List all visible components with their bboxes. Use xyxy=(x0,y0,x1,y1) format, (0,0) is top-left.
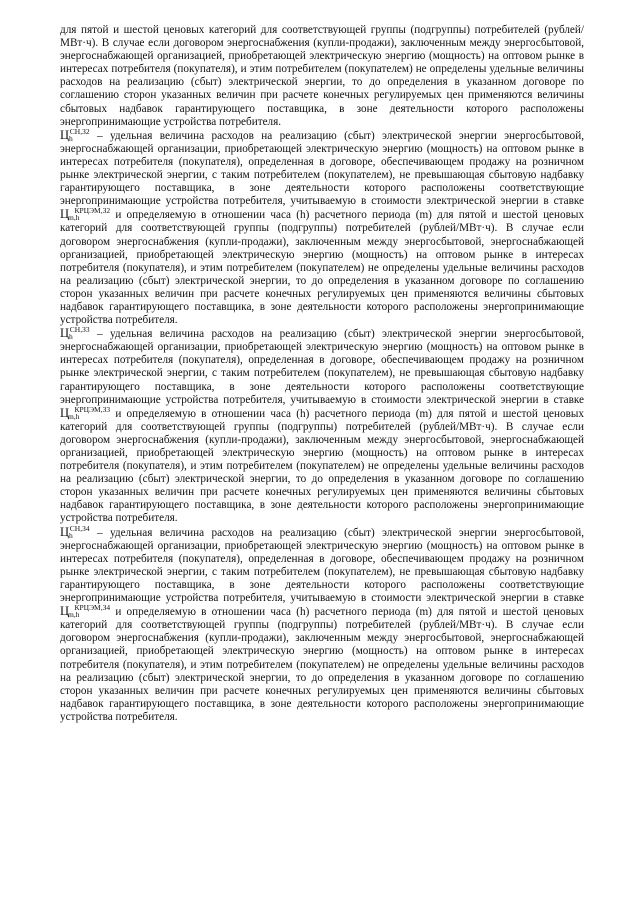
definition-text: – удельная величина расходов на реализацию (сбыт) электрической энергии энергосбытовой, энергоснабжающей организации, приобретающей электрическую энергию (мощность) на оптовом рынке в интересах потребителя (покупателя), определенная в договоре, обеспечивающем продажу на розничном рынке электрической энергии, с таким потребителем (покупателем), не превышающая сбытовую надбавку гарантирующего поставщика, в зоне деятельности которого расположены соответствующие энергопринимающие устройства потребителя, учитываемую в стоимости электрической энергии в ставке xyxy=(60,129,584,208)
document-page xyxy=(60,24,584,724)
rate-symbol-subscript: m,h xyxy=(68,411,80,421)
rate-symbol-superscript: КРЦЭМ,З2 xyxy=(74,206,111,216)
symbol: Ц xyxy=(60,127,70,142)
symbol-subscript: h xyxy=(69,133,73,143)
symbol-subscript: h xyxy=(69,530,73,540)
symbol-superscript: СН,З3 xyxy=(69,325,90,335)
intro-paragraph: для пятой и шестой ценовых категорий для соответствующей группы (подгруппы) потребителей (рублей/МВт·ч). В случае если договором энергоснабжения (купли-продажи), заключенным между энергосбытовой, энергоснабжающей организацией, приобретающей электрическую энергию (мощность) на оптовом рынке в интересах потребителя (покупателя), и этим потребителем (покупателем) не определены удельные величины расходов на реализацию (сбыт) электрической энергии, то до определения в указанном договоре по соглашению сторон указанных величин при расчете конечных регулируемых цен применяются величины сбытовых надбавок гарантирующего поставщика, в зоне деятельности которого расположены энергопринимающие устройства потребителя. xyxy=(60,24,584,128)
symbol-superscript: СН,З4 xyxy=(69,523,90,533)
symbol-superscript: СН,З2 xyxy=(69,126,90,136)
definition-paragraph-z3 xyxy=(60,327,584,525)
definition-paragraph-z2 xyxy=(60,126,584,327)
symbol: Ц xyxy=(60,326,70,341)
rate-symbol-subscript: m,h xyxy=(68,610,80,620)
definition-text-continued: и определяемую в отношении часа (h) расчетного периода (m) для пятой и шестой ценовых категорий для соответствующей группы (подгруппы) потребителей (рублей/МВт·ч). В случае если договором энергоснабжения (купли-продажи), заключенным между энергосбытовой, энергоснабжающей организацией, приобретающей электрическую энергию (мощность) на оптовом рынке в интересах потребителя (покупателя), и этим потребителем (покупателем) не определены удельные величины расходов на реализацию (сбыт) электрической энергии, то до определения в указанном договоре по соглашению сторон указанных величин при расчете конечных регулируемых цен применяются величины сбытовых надбавок гарантирующего поставщика, в зоне деятельности которого расположены энергопринимающие устройства потребителя. xyxy=(60,209,584,327)
definition-paragraph-z4 xyxy=(60,523,584,724)
rate-symbol xyxy=(60,404,111,421)
rate-symbol xyxy=(60,605,110,619)
rate-symbol-base: Ц xyxy=(60,405,70,420)
definition-text-continued: и определяемую в отношении часа (h) расчетного периода (m) для пятой и шестой ценовых категорий для соответствующей группы (подгруппы) потребителей (рублей/МВт·ч). В случае если договором энергоснабжения (купли-продажи), заключенным между энергосбытовой, энергоснабжающей организацией, приобретающей электрическую энергию (мощность) на оптовом рынке в интересах потребителя (покупателя), и этим потребителем (покупателем) не определены удельные величины расходов на реализацию (сбыт) электрической энергии, то до определения в указанном договоре по соглашению сторон указанных величин при расчете конечных регулируемых цен применяются величины сбытовых надбавок гарантирующего поставщика, в зоне деятельности которого расположены энергопринимающие устройства потребителя. xyxy=(60,407,584,525)
definition-text-continued: и определяемую в отношении часа (h) расчетного периода (m) для пятой и шестой ценовых категорий для соответствующей группы (подгруппы) потребителей (рублей/МВт·ч). В случае если договором энергоснабжения (купли-продажи), заключенным между энергосбытовой, энергоснабжающей организацией, приобретающей электрическую энергию (мощность) на оптовом рынке в интересах потребителя (покупателя), и этим потребителем (покупателем) не определены удельные величины расходов на реализацию (сбыт) электрической энергии, то до определения в указанном договоре по соглашению сторон указанных величин при расчете конечных регулируемых цен применяются величины сбытовых надбавок гарантирующего поставщика, в зоне деятельности которого расположены энергопринимающие устройства потребителя. xyxy=(60,606,584,723)
symbol: Ц xyxy=(60,524,70,539)
definition-text: – удельная величина расходов на реализацию (сбыт) электрической энергии энергосбытовой, энергоснабжающей организации, приобретающей электрическую энергию (мощность) на оптовом рынке в интересах потребителя (покупателя), определенная в договоре, обеспечивающем продажу на розничном рынке электрической энергии, с таким потребителем (покупателем), не превышающая сбытовую надбавку гарантирующего поставщика, в зоне деятельности которого расположены соответствующие энергопринимающие устройства потребителя, учитываемую в стоимости электрической энергии в ставке xyxy=(60,328,584,406)
rate-symbol-superscript: КРЦЭМ,З4 xyxy=(74,603,111,613)
rate-symbol xyxy=(60,208,110,222)
rate-symbol-base: Ц xyxy=(60,207,70,222)
definition-text: – удельная величина расходов на реализацию (сбыт) электрической энергии энергосбытовой, энергоснабжающей организации, приобретающей электрическую энергию (мощность) на оптовом рынке в интересах потребителя (покупателя), определенная в договоре, обеспечивающем продажу на розничном рынке электрической энергии, с таким потребителем (покупателем), не превышающая сбытовую надбавку гарантирующего поставщика, в зоне деятельности которого расположены соответствующие энергопринимающие устройства потребителя, учитываемую в стоимости электрической энергии в ставке xyxy=(60,526,584,605)
symbol-subscript: h xyxy=(69,332,73,342)
rate-symbol-base: Ц xyxy=(60,604,70,619)
rate-symbol-superscript: КРЦЭМ,З3 xyxy=(74,404,111,414)
rate-symbol-subscript: m,h xyxy=(68,213,80,223)
